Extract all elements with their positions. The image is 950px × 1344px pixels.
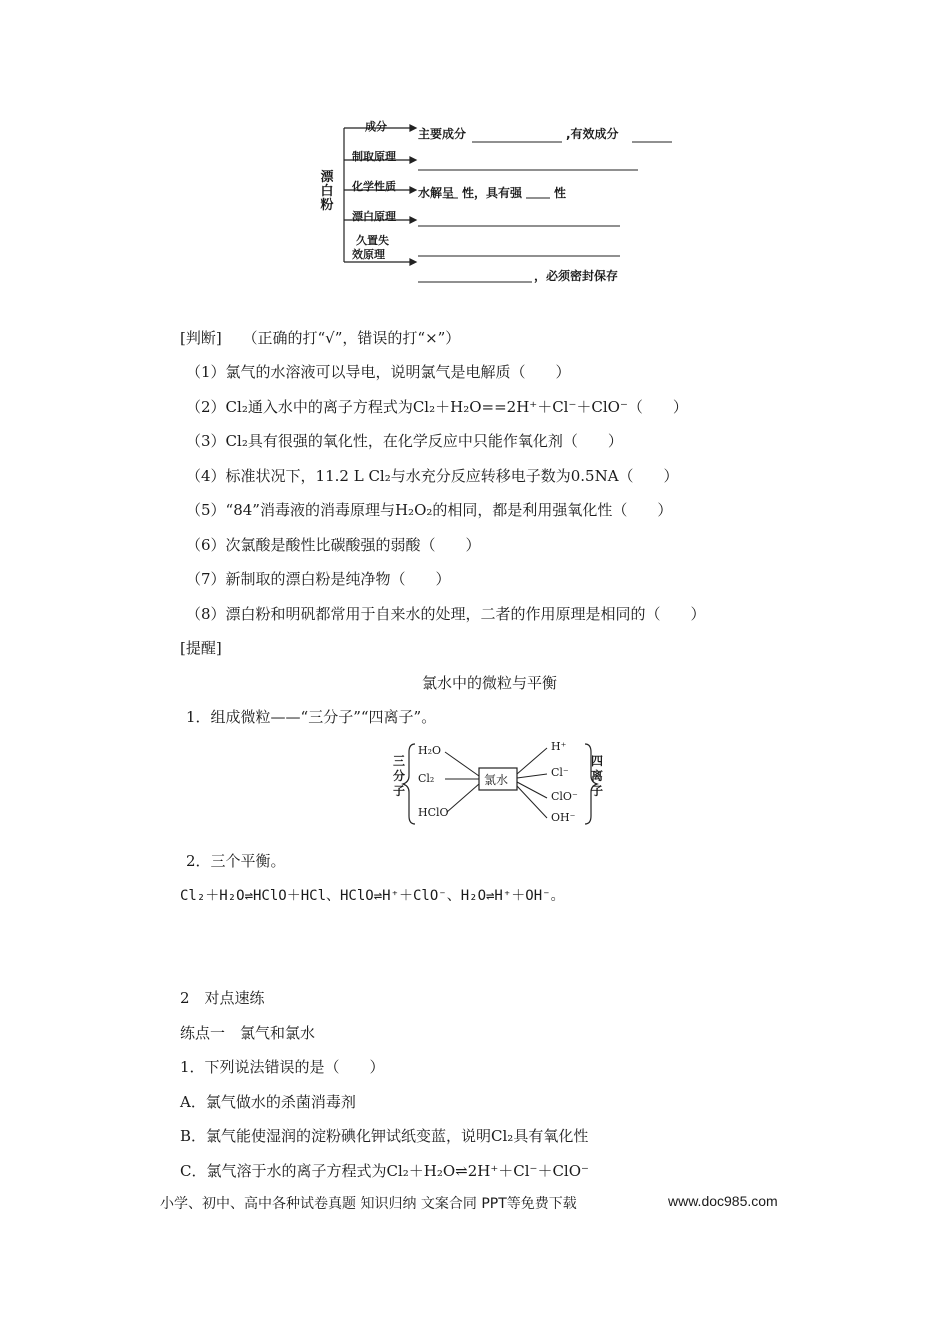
three-molecules-label: 三 分 子 bbox=[392, 754, 405, 798]
molecule-cl2: Cl₂ bbox=[418, 772, 435, 785]
reminder-title: 氯水中的微粒与平衡 bbox=[422, 674, 558, 692]
practice-subsection-title: 练点一 氯气和氯水 bbox=[180, 1024, 316, 1042]
branch-expiry-line2: 效原理 bbox=[352, 248, 385, 261]
judge-item-5: （5）“84”消毒液的消毒原理与H₂O₂的相同，都是利用强氧化性（ ） bbox=[186, 501, 673, 519]
reminder-header: [提醒] bbox=[180, 639, 222, 657]
property-label: 性 bbox=[554, 186, 567, 200]
molecule-hclo: HClO bbox=[418, 806, 449, 819]
branch-chemical-property: 化学性质 bbox=[352, 180, 396, 193]
reminder-point-2: 2．三个平衡。 bbox=[186, 852, 286, 870]
strong-property-label: 性，具有强 bbox=[462, 186, 523, 200]
judge-header: [判断] bbox=[180, 329, 222, 347]
reminder-point-1: 1．组成微粒——“三分子”“四离子”。 bbox=[186, 708, 437, 726]
footer-url[interactable]: www.doc985.com bbox=[668, 1193, 778, 1209]
chlorine-water-box: 氯水 bbox=[484, 773, 509, 787]
judge-item-6: （6）次氯酸是酸性比碳酸强的弱酸（ ） bbox=[186, 536, 481, 554]
judge-item-3: （3）Cl₂具有很强的氧化性，在化学反应中只能作氧化剂（ ） bbox=[186, 432, 623, 450]
effective-component-label: ,有效成分 bbox=[566, 127, 619, 141]
ion-oh: OH⁻ bbox=[551, 811, 576, 824]
branch-expiry-line1: 久置失 bbox=[356, 234, 389, 247]
equilibrium-equations: Cl₂＋H₂O⇌HClO＋HCl、HClO⇌H⁺＋ClO⁻、H₂O⇌H⁺＋OH⁻。 bbox=[180, 888, 565, 904]
option-a: A．氯气做水的杀菌消毒剂 bbox=[180, 1093, 356, 1111]
seal-storage-label: ，必须密封保存 bbox=[534, 269, 619, 283]
judge-item-1: （1）氯气的水溶液可以导电，说明氯气是电解质（ ） bbox=[186, 363, 571, 381]
molecule-h2o: H₂O bbox=[418, 744, 442, 757]
branch-bleach-principle: 漂白原理 bbox=[352, 210, 396, 223]
judge-item-7: （7）新制取的漂白粉是纯净物（ ） bbox=[186, 570, 451, 588]
judge-section bbox=[180, 328, 460, 348]
hydrolysis-label: 水解呈 bbox=[418, 186, 455, 200]
footer-text: 小学、初中、高中各种试卷真题 知识归纳 文案合同 PPT等免费下载 bbox=[160, 1196, 577, 1212]
judge-item-4: （4）标准状况下，11.2 L Cl₂与水充分反应转移电子数为0.5NA（ ） bbox=[186, 467, 679, 485]
ion-clo: ClO⁻ bbox=[551, 790, 578, 803]
question-1: 1．下列说法错误的是（ ） bbox=[180, 1058, 385, 1076]
main-component-label: 主要成分 bbox=[418, 127, 467, 141]
bleach-center-label: 漂 白 粉 bbox=[320, 170, 334, 213]
option-b: B．氯气能使湿润的淀粉碘化钾试纸变蓝，说明Cl₂具有氧化性 bbox=[180, 1127, 589, 1145]
ion-cl: Cl⁻ bbox=[551, 766, 569, 779]
judge-item-8: （8）漂白粉和明矾都常用于自来水的处理，二者的作用原理是相同的（ ） bbox=[186, 605, 706, 623]
ion-h: H⁺ bbox=[551, 740, 567, 753]
option-c: C．氯气溶于水的离子方程式为Cl₂＋H₂O⇌2H⁺＋Cl⁻＋ClO⁻ bbox=[180, 1162, 589, 1180]
branch-component: 成分 bbox=[365, 120, 387, 133]
judge-item-2: （2）Cl₂通入水中的离子方程式为Cl₂＋H₂O==2H⁺＋Cl⁻＋ClO⁻（ ） bbox=[186, 398, 688, 416]
branch-preparation: 制取原理 bbox=[352, 150, 396, 163]
four-ions-label: 四 离 子 bbox=[590, 754, 603, 798]
practice-section-title: 2 对点速练 bbox=[180, 989, 265, 1007]
judge-instruction: （正确的打“√”，错误的打“×”） bbox=[242, 329, 461, 347]
